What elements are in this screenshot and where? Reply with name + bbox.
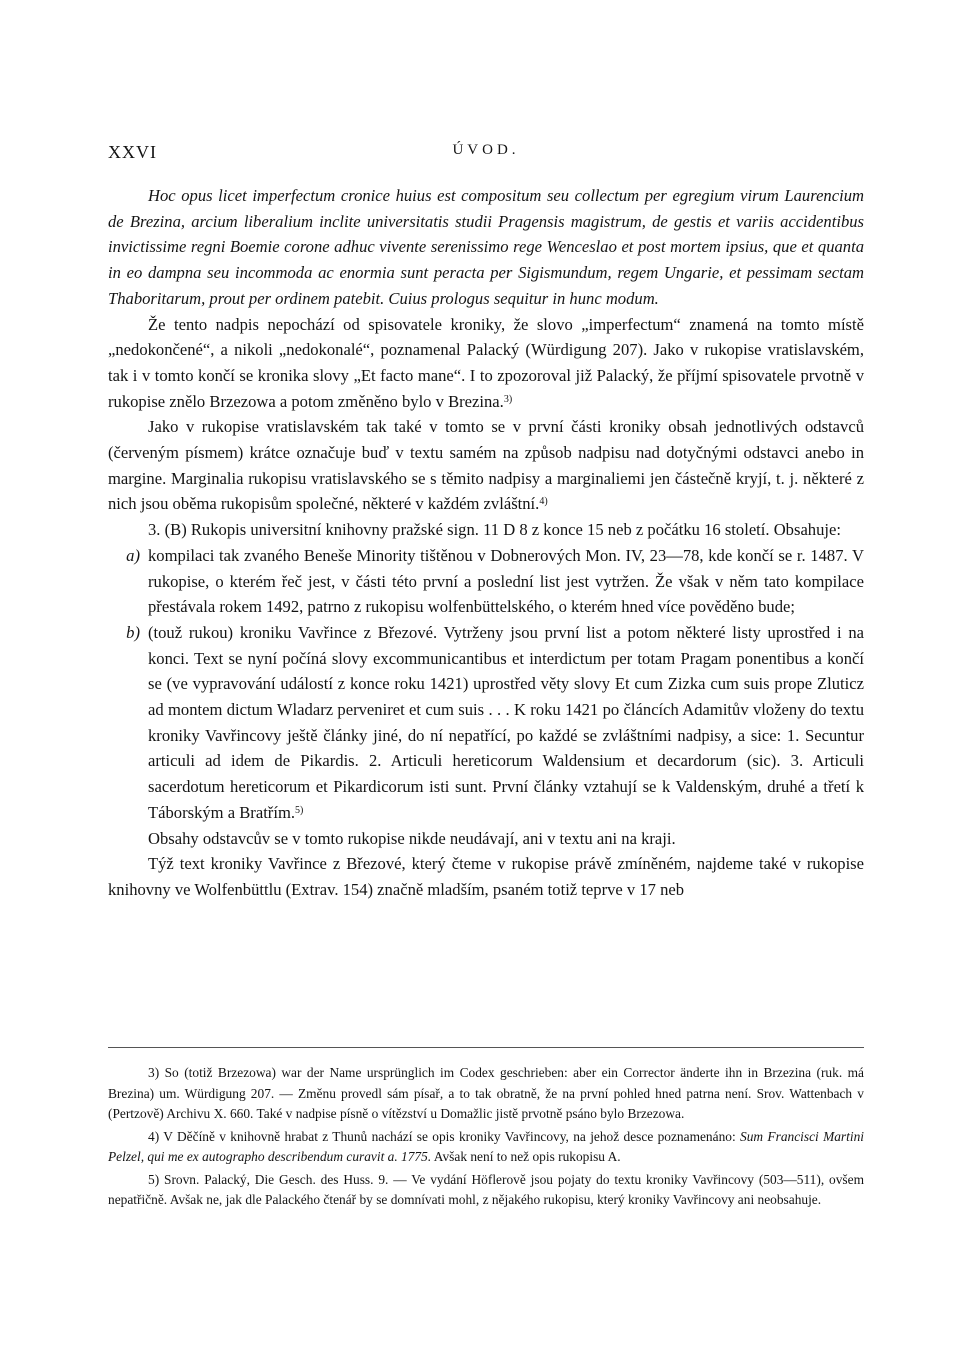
footnote-3: 3) So (totiž Brzezowa) war der Name ursprünglich im Codex geschrieben: aber ein Corrector änderte ihn in Brzezina (ruk. má Brezina) um. Würdigung 207. — Změnu provedl sám písař, a to tak obratně, že na první pohled hned patrna není. Srov. Wattenbach v (Pertzově) Archivu X. 660. Také v nadpise písně o vítězství u Domažlic jistě prvotně psáno bylo Brzezowa.	[108, 1065, 864, 1121]
latin-title-paragraph: Hoc opus licet imperfectum cronice huius est compositum seu collectum per egregium virum Laurencium de Brezina, arcium liberalium inclite universitatis studii Pragensis magistrum, de gestis et variis accidentibus invictissime regni Boemie corone adhuc vivente serenissimo rege Wenceslao et post mortem ipsius, que et quanta in eo dampna seu incommoda ac enormia sunt peracta per Sigismundum, regem Ungarie, et pessimam sectam Thaboritarum, prout per ordinem patebit. Cuius prologus sequitur in hunc modum.	[108, 186, 864, 308]
paragraph	[108, 312, 864, 415]
page-header	[108, 142, 864, 166]
list-label: a)	[126, 545, 140, 565]
paragraph	[108, 414, 864, 517]
paragraph-text: Že tento nadpis nepochází od spisovatele kroniky, že slovo „imperfectum“ znamená na tomto místě „nedokončené“, a nikoli „nedokonalé“, poznamenal Palacký (Würdigung 207). Jako v rukopise vratislavském, tak i v tomto končí se kronika slovy „Et facto mane“. I to zpozoroval již Palacký, že příjmí spisovatele prvotně v rukopise znělo Brzezowa a potom změněno bylo v Brezina.	[108, 314, 864, 411]
footnote-ref: 3)	[503, 393, 513, 405]
page-number: XXVI	[108, 142, 157, 162]
footnote-ref: 4)	[539, 496, 548, 508]
list-item-text: (touž rukou) kroniku Vavřince z Březové. Vytrženy jsou první list a potom některé listy uprostřed i na konci. Text se nyní počíná slovy excommunicantibus et interdictum per totam Pragam ponentibus a končí se (ve vypravování událostí z konce roku 1421) uprostřed věty slovy Et cum Zizka cum suis prope Zluticz ad montem dictum Wladarz perveniret et cum suis . . . K roku 1421 po článcích Adamitův vloženy do textu kroniky Vavřincovy ještě články jiné, do ní nepatřící, po každé se zvláštními nadpisy, a sice: 1. Secuntur articuli ad idem de Pikardis. 2. Articuli hereticorum Waldensium et decardorum (sic). 3. Articuli sacerdotum hereticorum et Pikardicorum isti sunt. První články vztahují se k Valdenským, druhé a třetí k Táborským a Bratřím.$^{5)}$	[148, 622, 864, 822]
running-title: ÚVOD.	[452, 142, 520, 158]
footnotes	[108, 1063, 864, 1213]
list-item-b	[108, 620, 864, 826]
list-item-text: kompilaci tak zvaného Beneše Minority tištěnou v Dobnerových Mon. IV, 23—78, kde končí se r. 1487. V rukopise, o kterém řeč jest, v části této první a poslední list jest vytržen. Že však v něm tato kompilace přestávala rokem 1492, patrno z rukopisu wolfenbüttelského, o kterém hned více pověděno bude;	[148, 545, 864, 617]
paragraph-text: Jako v rukopise vratislavském tak také v tomto se v první části kroniky obsah jednotlivých odstavců (červeným písmem) krátce označuje buď v textu samém na způsob nadpisu nad dotyčnými odstavci anebo in margine. Marginalia rukopisu vratislavského se s těmito nadpisy a marginaliemi jen částečně kryjí, t. j. některé z nich jsou oběma rukopisům společné, některé v každém zvláštní.	[108, 417, 864, 514]
list-label: b)	[126, 622, 140, 642]
list-item-a	[108, 543, 864, 620]
footnote-divider	[108, 1047, 864, 1048]
paragraph: 3. (B) Rukopis universitní knihovny pražské sign. 11 D 8 z konce 15 neb z počátku 16 století. Obsahuje:	[148, 520, 841, 540]
footnote-ref: 5)	[295, 804, 304, 816]
paragraph: Týž text kroniky Vavřince z Březové, který čteme v rukopise právě zmíněném, najdeme také v rukopise knihovny ve Wolfenbüttlu (Extrav. 154) značně mladším, psaném totiž teprve v 17 neb	[108, 854, 864, 899]
paragraph: Obsahy odstavcův se v tomto rukopise nikde neudávají, ani v textu ani na kraji.	[148, 828, 676, 848]
footnote-4: 4) V Děčíně v knihovně hrabat z Thunů nachází se opis kroniky Vavřincovy, na jehož desce poznamenáno: Sum Francisci Martini Pelzel, qui me ex autographo describendum curavit a. 1775. Avšak není to než opis rukopisu A.	[108, 1128, 864, 1164]
main-text	[108, 183, 864, 903]
footnote-5: 5) Srovn. Palacký, Die Gesch. des Huss. 9. — Ve vydání Höflerově jsou pojaty do textu kroniky Vavřincovy (503—511), ovšem nepatřičně. Avšak ne, jak dle Palackého čtenář by se domnívati mohl, z nějakého rukopisu, který kroniky Vavřincovy ani neobsahuje.	[108, 1171, 864, 1207]
